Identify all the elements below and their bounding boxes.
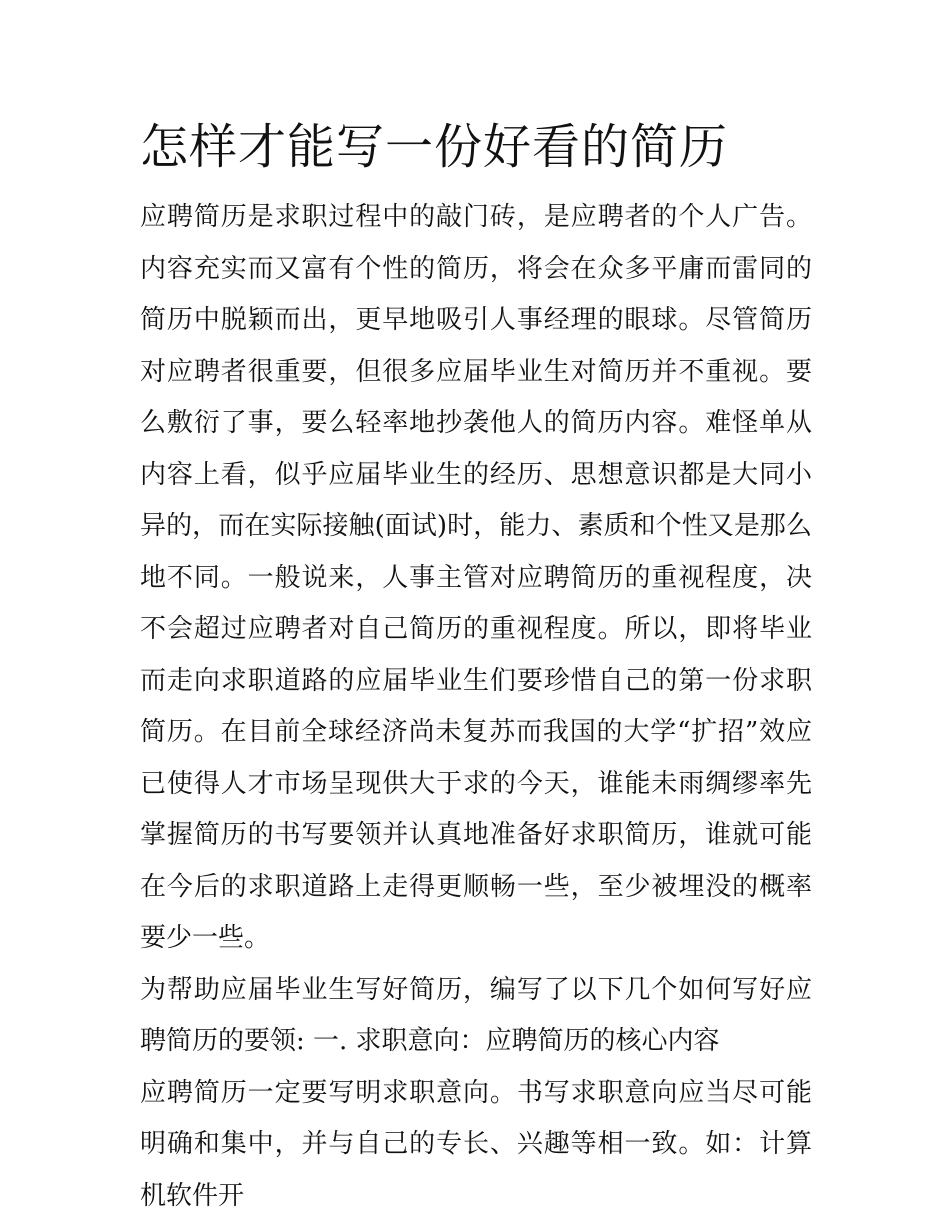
paragraph-guide: 为帮助应届毕业生写好简历，编写了以下几个如何写好应聘简历的要领: 一. 求职意向：应聘简历的核心内容 — [140, 974, 812, 1056]
document-content — [140, 112, 812, 1222]
document-title: 怎样才能写一份好看的简历 — [140, 119, 729, 175]
paragraph-intro: 应聘简历是求职过程中的敲门砖，是应聘者的个人广告。内容充实而又富有个性的简历，将会在众多平庸而雷同的简历中脱颖而出，更早地吸引人事经理的眼球。尽管简历对应聘者很重要，但很多应届毕业生对简历并不重视。要么敷衍了事，要么轻率地抄袭他人的简历内容。难怪单从内容上看，似乎应届毕业生的经历、思想意识都是大同小异的，而在实际接触(面试)时，能力、素质和个性又是那么地不同。一般说来，人事主管对应聘简历的重视程度，决不会超过应聘者对自己简历的重视程度。所以，即将毕业而走向求职道路的应届毕业生们要珍惜自己的第一份求职简历。在目前全球经济尚未复苏而我国的大学“扩招”效应已使得人才市场呈现供大于求的今天，谁能未雨绸缪率先掌握简历的书写要领并认真地准备好求职简历，谁就可能在今后的求职道路上走得更顺畅一些，至少被埋没的概率要少一些。 — [140, 202, 812, 953]
paragraph-intention: 应聘简历一定要写明求职意向。书写求职意向应当尽可能明确和集中，并与自己的专长、兴趣等相一致。如：计算机软件开 — [140, 1077, 812, 1211]
